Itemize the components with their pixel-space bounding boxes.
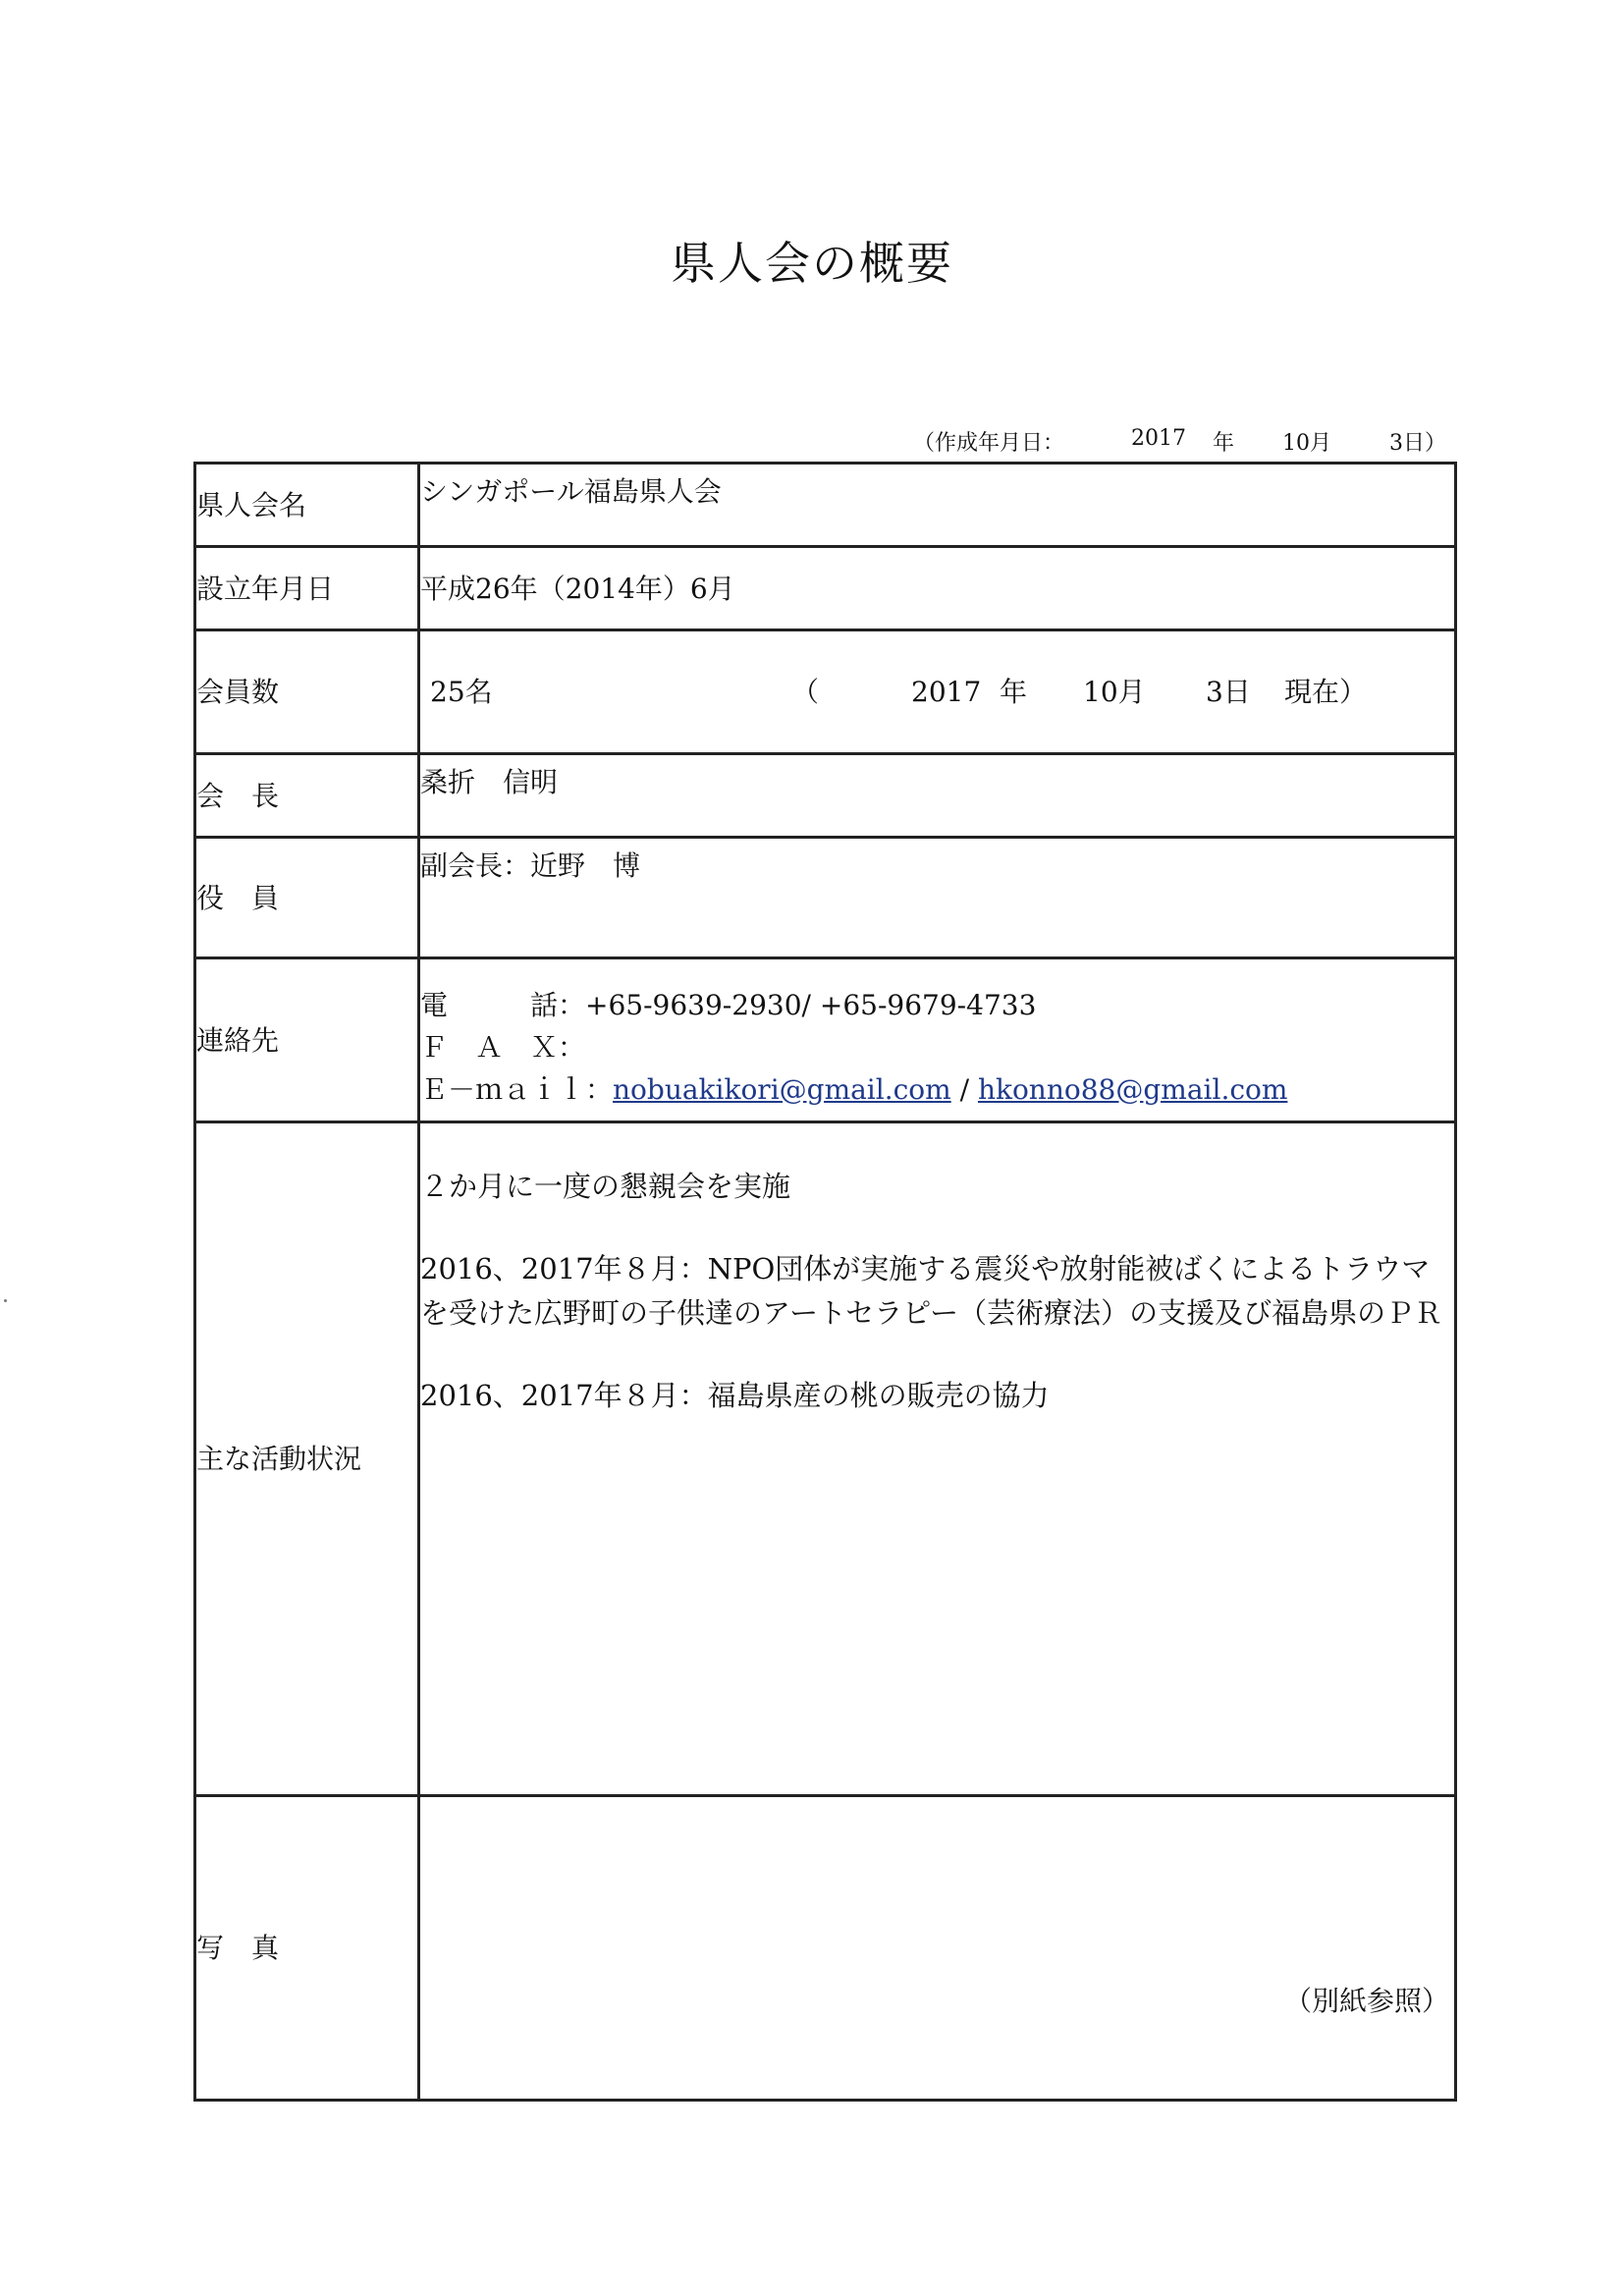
row-contact-value [419, 958, 1456, 1122]
scan-mark [4, 1299, 7, 1302]
members-day: 3日 [1206, 675, 1251, 708]
creation-date-day: 3日） [1389, 431, 1446, 456]
contact-phone: 電 話：+65-9639-2930/ +65-9679-4733 [420, 988, 1037, 1021]
row-president-label: 会 長 [195, 754, 419, 838]
row-members-value [419, 630, 1456, 754]
row-president-value: 桑折 信明 [419, 754, 1456, 838]
members-open-paren: （ [791, 675, 820, 708]
contact-fax: Ｆ Ａ Ｘ： [420, 1030, 586, 1064]
creation-date-year-unit: 年 [1213, 431, 1235, 456]
row-name-label: 県人会名 [195, 464, 419, 547]
row-members [195, 630, 1456, 754]
row-photo-label: 写 真 [195, 1796, 419, 2101]
members-month: 10月 [1083, 675, 1146, 708]
row-members-label: 会員数 [195, 630, 419, 754]
creation-date-month: 10月 [1282, 431, 1331, 456]
activity-item: 2016、2017年８月：NPO団体が実施する震災や放射能被ばくによるトラウマを受けた広野町の子供達のアートセラピー（芸術療法）の支援及び福島県のＰＲ [420, 1252, 1443, 1330]
overview-table [193, 462, 1457, 2102]
row-officers [195, 838, 1456, 958]
contact-email [420, 1072, 1454, 1115]
row-activities [195, 1122, 1456, 1796]
creation-date-label: （作成年月日： [913, 431, 1065, 456]
contact-email-label: Ｅ－ｍａｉｌ： [420, 1072, 614, 1106]
members-year-unit: 年 [1000, 675, 1028, 708]
contact-email-link-2[interactable]: hkonno88@gmail.com [977, 1072, 1288, 1106]
row-founded-label: 設立年月日 [195, 547, 419, 630]
row-contact-label: 連絡先 [195, 958, 419, 1122]
row-name-value: シンガポール福島県人会 [419, 464, 1456, 547]
contact-email-separator: / [950, 1072, 978, 1106]
members-year: 2017 [911, 675, 982, 708]
row-officers-label: 役 員 [195, 838, 419, 958]
row-officers-value: 副会長：近野 博 [419, 838, 1456, 958]
row-name [195, 464, 1456, 547]
activity-item: ２か月に一度の懇親会を実施 [420, 1170, 791, 1203]
photo-note: （別紙参照） [1284, 1985, 1450, 2017]
document-title: 県人会の概要 [671, 237, 953, 290]
members-as-of: 現在） [1284, 675, 1368, 708]
row-activities-label: 主な活動状況 [195, 1122, 419, 1796]
contact-email-link-1[interactable]: nobuakikori@gmail.com [613, 1072, 951, 1106]
row-photo-value [419, 1796, 1456, 2101]
row-founded [195, 547, 1456, 630]
row-activities-value [419, 1122, 1456, 1796]
creation-date-year: 2017 [1131, 426, 1186, 451]
row-president [195, 754, 1456, 838]
activity-item: 2016、2017年８月：福島県産の桃の販売の協力 [420, 1379, 1050, 1413]
row-founded-value: 平成26年（2014年）6月 [419, 547, 1456, 630]
members-count: 25名 [430, 675, 493, 708]
row-photo [195, 1796, 1456, 2101]
row-contact [195, 958, 1456, 1122]
